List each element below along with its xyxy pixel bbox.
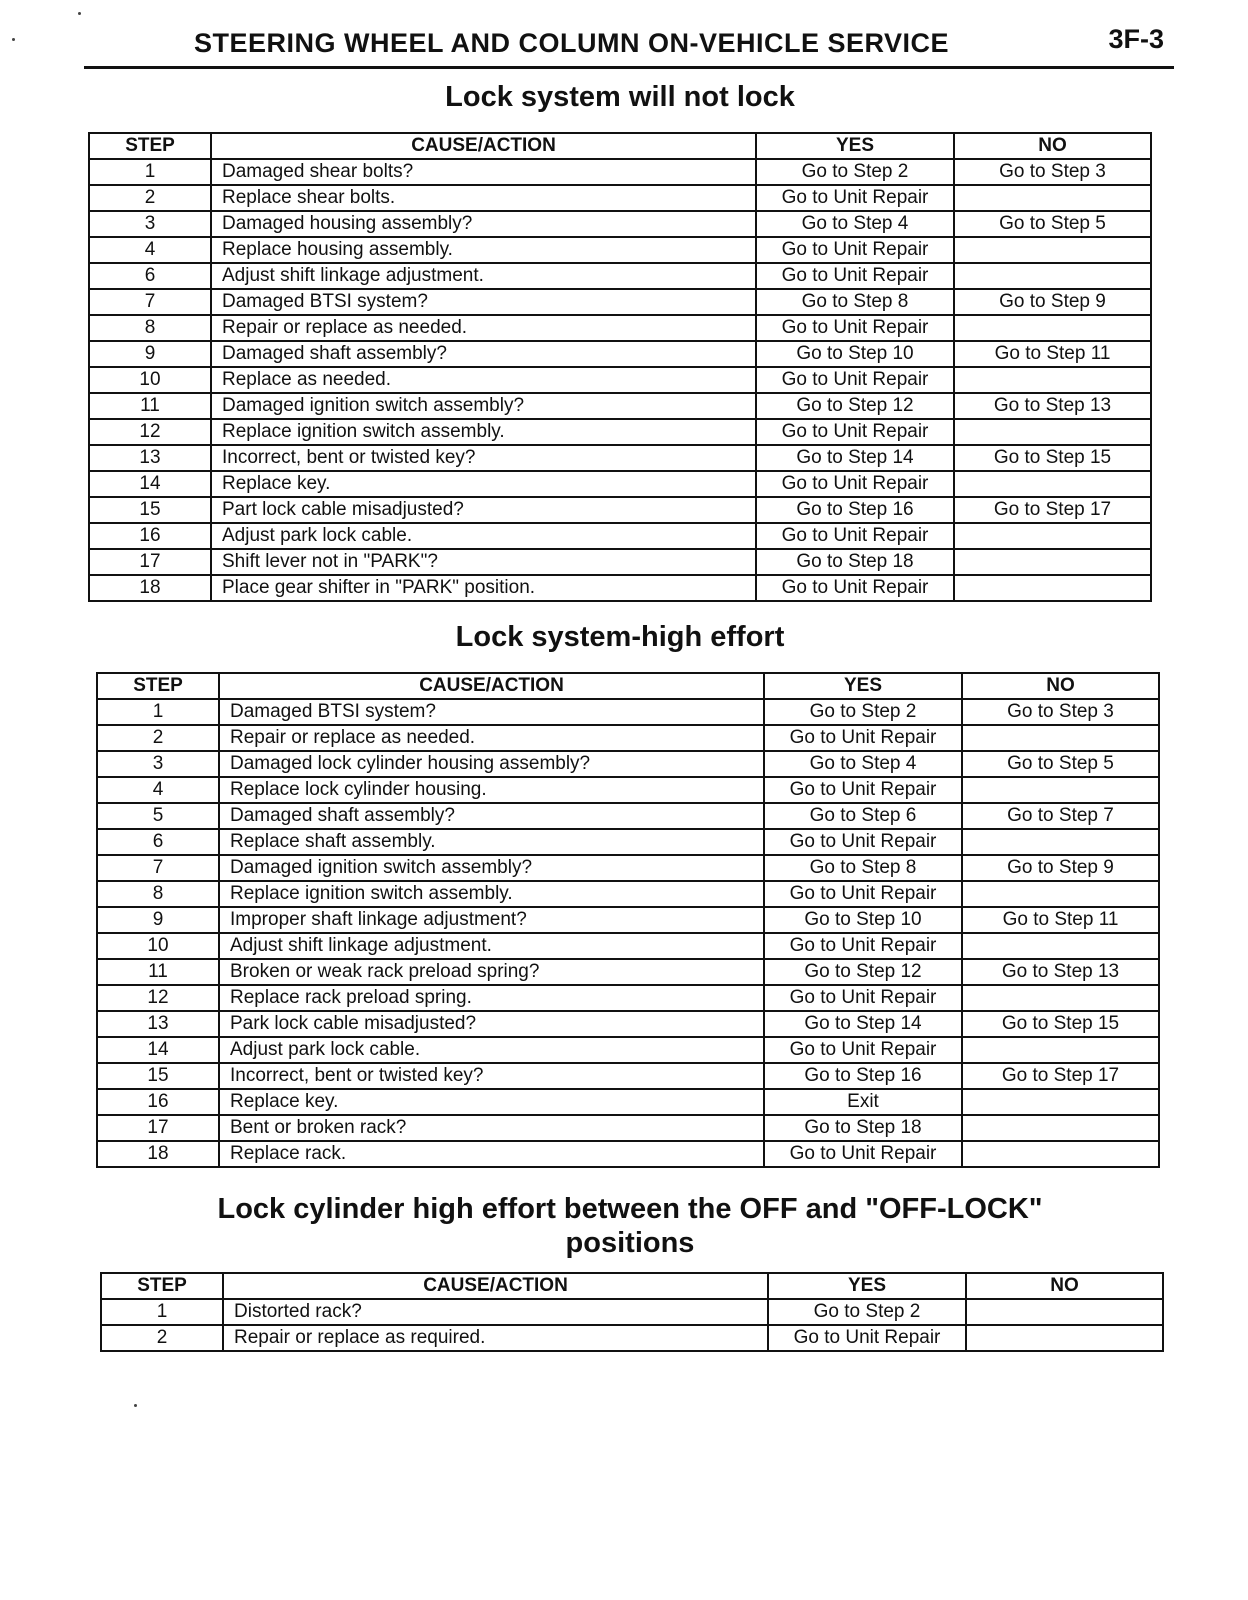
step-cell: 17: [89, 549, 211, 575]
yes-cell: Go to Step 8: [756, 289, 954, 315]
yes-cell: Go to Step 2: [764, 699, 962, 725]
no-cell: [962, 1141, 1159, 1167]
yes-cell: Go to Step 16: [764, 1063, 962, 1089]
scan-speck: [78, 12, 81, 15]
no-cell: [962, 725, 1159, 751]
table-row: [89, 575, 1151, 601]
cause-action-cell: Damaged shaft assembly?: [211, 341, 756, 367]
table-header-row: [97, 673, 1159, 699]
yes-cell: Go to Step 14: [756, 445, 954, 471]
table-row: [89, 471, 1151, 497]
column-header-step: STEP: [97, 673, 219, 699]
table-row: [97, 1011, 1159, 1037]
table-row: [89, 393, 1151, 419]
yes-cell: Go to Unit Repair: [764, 1037, 962, 1063]
column-header-yes: YES: [756, 133, 954, 159]
column-header-step: STEP: [89, 133, 211, 159]
yes-cell: Go to Unit Repair: [756, 575, 954, 601]
yes-cell: Go to Step 12: [756, 393, 954, 419]
yes-cell: Go to Unit Repair: [764, 881, 962, 907]
cause-action-cell: Damaged lock cylinder housing assembly?: [219, 751, 764, 777]
table-row: [97, 751, 1159, 777]
cause-action-cell: Replace ignition switch assembly.: [211, 419, 756, 445]
cause-action-cell: Adjust park lock cable.: [219, 1037, 764, 1063]
cause-action-cell: Adjust park lock cable.: [211, 523, 756, 549]
no-cell: [966, 1299, 1163, 1325]
section-title: Lock system will not lock: [445, 81, 795, 113]
yes-cell: Go to Step 18: [764, 1115, 962, 1141]
no-cell: [962, 1115, 1159, 1141]
step-cell: 18: [97, 1141, 219, 1167]
yes-cell: Go to Unit Repair: [756, 419, 954, 445]
step-cell: 13: [89, 445, 211, 471]
no-cell: [954, 315, 1151, 341]
step-cell: 3: [97, 751, 219, 777]
cause-action-cell: Damaged BTSI system?: [211, 289, 756, 315]
cause-action-cell: Replace shaft assembly.: [219, 829, 764, 855]
table-row: [97, 881, 1159, 907]
cause-action-cell: Adjust shift linkage adjustment.: [211, 263, 756, 289]
step-cell: 7: [97, 855, 219, 881]
yes-cell: Go to Unit Repair: [768, 1325, 966, 1351]
yes-cell: Go to Step 6: [764, 803, 962, 829]
step-cell: 6: [97, 829, 219, 855]
yes-cell: Go to Step 10: [764, 907, 962, 933]
cause-action-cell: Replace shear bolts.: [211, 185, 756, 211]
cause-action-cell: Adjust shift linkage adjustment.: [219, 933, 764, 959]
table-row: [97, 959, 1159, 985]
table-row: [89, 237, 1151, 263]
step-cell: 2: [97, 725, 219, 751]
table-row: [89, 341, 1151, 367]
no-cell: [962, 933, 1159, 959]
step-cell: 4: [89, 237, 211, 263]
step-cell: 6: [89, 263, 211, 289]
step-cell: 2: [89, 185, 211, 211]
table-row: [97, 855, 1159, 881]
table-row: [89, 445, 1151, 471]
no-cell: [954, 237, 1151, 263]
table-row: [97, 1115, 1159, 1141]
no-cell: Go to Step 9: [962, 855, 1159, 881]
table-header-row: [101, 1273, 1163, 1299]
step-cell: 10: [97, 933, 219, 959]
table-row: [89, 315, 1151, 341]
page-number: 3F-3: [1108, 24, 1164, 54]
step-cell: 3: [89, 211, 211, 237]
yes-cell: Go to Unit Repair: [756, 471, 954, 497]
column-header-yes: YES: [764, 673, 962, 699]
cause-action-cell: Damaged housing assembly?: [211, 211, 756, 237]
no-cell: Go to Step 11: [962, 907, 1159, 933]
cause-action-cell: Damaged shear bolts?: [211, 159, 756, 185]
cause-action-cell: Replace rack.: [219, 1141, 764, 1167]
yes-cell: Go to Step 4: [756, 211, 954, 237]
yes-cell: Exit: [764, 1089, 962, 1115]
no-cell: [954, 419, 1151, 445]
step-cell: 12: [89, 419, 211, 445]
step-cell: 8: [97, 881, 219, 907]
table-row: [89, 523, 1151, 549]
no-cell: [954, 575, 1151, 601]
table-row: [89, 289, 1151, 315]
cause-action-cell: Broken or weak rack preload spring?: [219, 959, 764, 985]
step-cell: 11: [97, 959, 219, 985]
step-cell: 1: [89, 159, 211, 185]
no-cell: [962, 1089, 1159, 1115]
yes-cell: Go to Unit Repair: [764, 829, 962, 855]
column-header-action: CAUSE/ACTION: [223, 1273, 768, 1299]
step-cell: 1: [97, 699, 219, 725]
yes-cell: Go to Unit Repair: [764, 725, 962, 751]
column-header-action: CAUSE/ACTION: [219, 673, 764, 699]
step-cell: 14: [97, 1037, 219, 1063]
cause-action-cell: Repair or replace as needed.: [211, 315, 756, 341]
cause-action-cell: Distorted rack?: [223, 1299, 768, 1325]
table-row: [97, 1037, 1159, 1063]
cause-action-cell: Damaged ignition switch assembly?: [219, 855, 764, 881]
column-header-step: STEP: [101, 1273, 223, 1299]
step-cell: 9: [97, 907, 219, 933]
no-cell: [962, 881, 1159, 907]
column-header-no: NO: [966, 1273, 1163, 1299]
table-row: [89, 497, 1151, 523]
cause-action-cell: Replace key.: [211, 471, 756, 497]
table-row: [101, 1325, 1163, 1351]
no-cell: [954, 523, 1151, 549]
step-cell: 7: [89, 289, 211, 315]
cause-action-cell: Part lock cable misadjusted?: [211, 497, 756, 523]
table-row: [97, 699, 1159, 725]
column-header-yes: YES: [768, 1273, 966, 1299]
no-cell: Go to Step 17: [954, 497, 1151, 523]
no-cell: Go to Step 15: [962, 1011, 1159, 1037]
no-cell: Go to Step 7: [962, 803, 1159, 829]
section-title: Lock cylinder high effort between the OFF and "OFF-LOCK" positions: [217, 1193, 1043, 1259]
cause-action-cell: Bent or broken rack?: [219, 1115, 764, 1141]
table-row: [89, 159, 1151, 185]
cause-action-cell: Replace housing assembly.: [211, 237, 756, 263]
cause-action-cell: Incorrect, bent or twisted key?: [211, 445, 756, 471]
step-cell: 17: [97, 1115, 219, 1141]
table-row: [89, 549, 1151, 575]
yes-cell: Go to Step 8: [764, 855, 962, 881]
cause-action-cell: Damaged BTSI system?: [219, 699, 764, 725]
no-cell: Go to Step 5: [954, 211, 1151, 237]
cause-action-cell: Damaged shaft assembly?: [219, 803, 764, 829]
cause-action-cell: Park lock cable misadjusted?: [219, 1011, 764, 1037]
step-cell: 4: [97, 777, 219, 803]
yes-cell: Go to Unit Repair: [756, 367, 954, 393]
yes-cell: Go to Unit Repair: [756, 185, 954, 211]
page-title: STEERING WHEEL AND COLUMN ON-VEHICLE SERVICE: [194, 28, 950, 58]
cause-action-cell: Repair or replace as required.: [223, 1325, 768, 1351]
step-cell: 5: [97, 803, 219, 829]
cause-action-cell: Replace key.: [219, 1089, 764, 1115]
step-cell: 16: [89, 523, 211, 549]
no-cell: Go to Step 5: [962, 751, 1159, 777]
step-cell: 16: [97, 1089, 219, 1115]
step-cell: 1: [101, 1299, 223, 1325]
no-cell: Go to Step 3: [954, 159, 1151, 185]
yes-cell: Go to Step 16: [756, 497, 954, 523]
diagnostic-table: [88, 132, 1152, 602]
step-cell: 15: [89, 497, 211, 523]
step-cell: 11: [89, 393, 211, 419]
yes-cell: Go to Unit Repair: [756, 523, 954, 549]
scan-speck: [12, 38, 15, 41]
table-row: [97, 803, 1159, 829]
table-row: [97, 933, 1159, 959]
scan-speck: [134, 1404, 137, 1407]
no-cell: [962, 829, 1159, 855]
yes-cell: Go to Unit Repair: [764, 1141, 962, 1167]
no-cell: [954, 471, 1151, 497]
column-header-action: CAUSE/ACTION: [211, 133, 756, 159]
table-row: [97, 985, 1159, 1011]
step-cell: 9: [89, 341, 211, 367]
table-row: [97, 1089, 1159, 1115]
yes-cell: Go to Unit Repair: [764, 777, 962, 803]
yes-cell: Go to Unit Repair: [756, 237, 954, 263]
cause-action-cell: Improper shaft linkage adjustment?: [219, 907, 764, 933]
table-row: [97, 725, 1159, 751]
table-row: [97, 1063, 1159, 1089]
table-row: [89, 185, 1151, 211]
table-row: [89, 419, 1151, 445]
step-cell: 13: [97, 1011, 219, 1037]
yes-cell: Go to Step 14: [764, 1011, 962, 1037]
yes-cell: Go to Step 10: [756, 341, 954, 367]
table-row: [89, 263, 1151, 289]
no-cell: [954, 185, 1151, 211]
yes-cell: Go to Step 18: [756, 549, 954, 575]
table-row: [97, 1141, 1159, 1167]
no-cell: [966, 1325, 1163, 1351]
no-cell: Go to Step 13: [962, 959, 1159, 985]
cause-action-cell: Repair or replace as needed.: [219, 725, 764, 751]
table-row: [97, 829, 1159, 855]
section-title: Lock system-high effort: [455, 621, 785, 653]
no-cell: [962, 777, 1159, 803]
yes-cell: Go to Step 12: [764, 959, 962, 985]
no-cell: Go to Step 17: [962, 1063, 1159, 1089]
no-cell: Go to Step 9: [954, 289, 1151, 315]
table-row: [97, 777, 1159, 803]
cause-action-cell: Replace lock cylinder housing.: [219, 777, 764, 803]
no-cell: Go to Step 11: [954, 341, 1151, 367]
table-row: [89, 367, 1151, 393]
cause-action-cell: Place gear shifter in "PARK" position.: [211, 575, 756, 601]
step-cell: 10: [89, 367, 211, 393]
cause-action-cell: Replace ignition switch assembly.: [219, 881, 764, 907]
yes-cell: Go to Step 2: [768, 1299, 966, 1325]
step-cell: 8: [89, 315, 211, 341]
no-cell: Go to Step 15: [954, 445, 1151, 471]
step-cell: 12: [97, 985, 219, 1011]
cause-action-cell: Replace rack preload spring.: [219, 985, 764, 1011]
cause-action-cell: Shift lever not in "PARK"?: [211, 549, 756, 575]
table-row: [97, 907, 1159, 933]
step-cell: 15: [97, 1063, 219, 1089]
step-cell: 14: [89, 471, 211, 497]
no-cell: [954, 549, 1151, 575]
table-row: [89, 211, 1151, 237]
no-cell: [962, 985, 1159, 1011]
step-cell: 2: [101, 1325, 223, 1351]
page-header: [84, 18, 1174, 69]
no-cell: [954, 263, 1151, 289]
cause-action-cell: Damaged ignition switch assembly?: [211, 393, 756, 419]
no-cell: Go to Step 3: [962, 699, 1159, 725]
yes-cell: Go to Step 4: [764, 751, 962, 777]
diagnostic-table: [100, 1272, 1164, 1352]
no-cell: [954, 367, 1151, 393]
yes-cell: Go to Unit Repair: [756, 263, 954, 289]
cause-action-cell: Incorrect, bent or twisted key?: [219, 1063, 764, 1089]
yes-cell: Go to Step 2: [756, 159, 954, 185]
column-header-no: NO: [962, 673, 1159, 699]
diagnostic-table: [96, 672, 1160, 1168]
no-cell: [962, 1037, 1159, 1063]
yes-cell: Go to Unit Repair: [756, 315, 954, 341]
no-cell: Go to Step 13: [954, 393, 1151, 419]
column-header-no: NO: [954, 133, 1151, 159]
table-row: [101, 1299, 1163, 1325]
table-header-row: [89, 133, 1151, 159]
yes-cell: Go to Unit Repair: [764, 985, 962, 1011]
cause-action-cell: Replace as needed.: [211, 367, 756, 393]
yes-cell: Go to Unit Repair: [764, 933, 962, 959]
step-cell: 18: [89, 575, 211, 601]
